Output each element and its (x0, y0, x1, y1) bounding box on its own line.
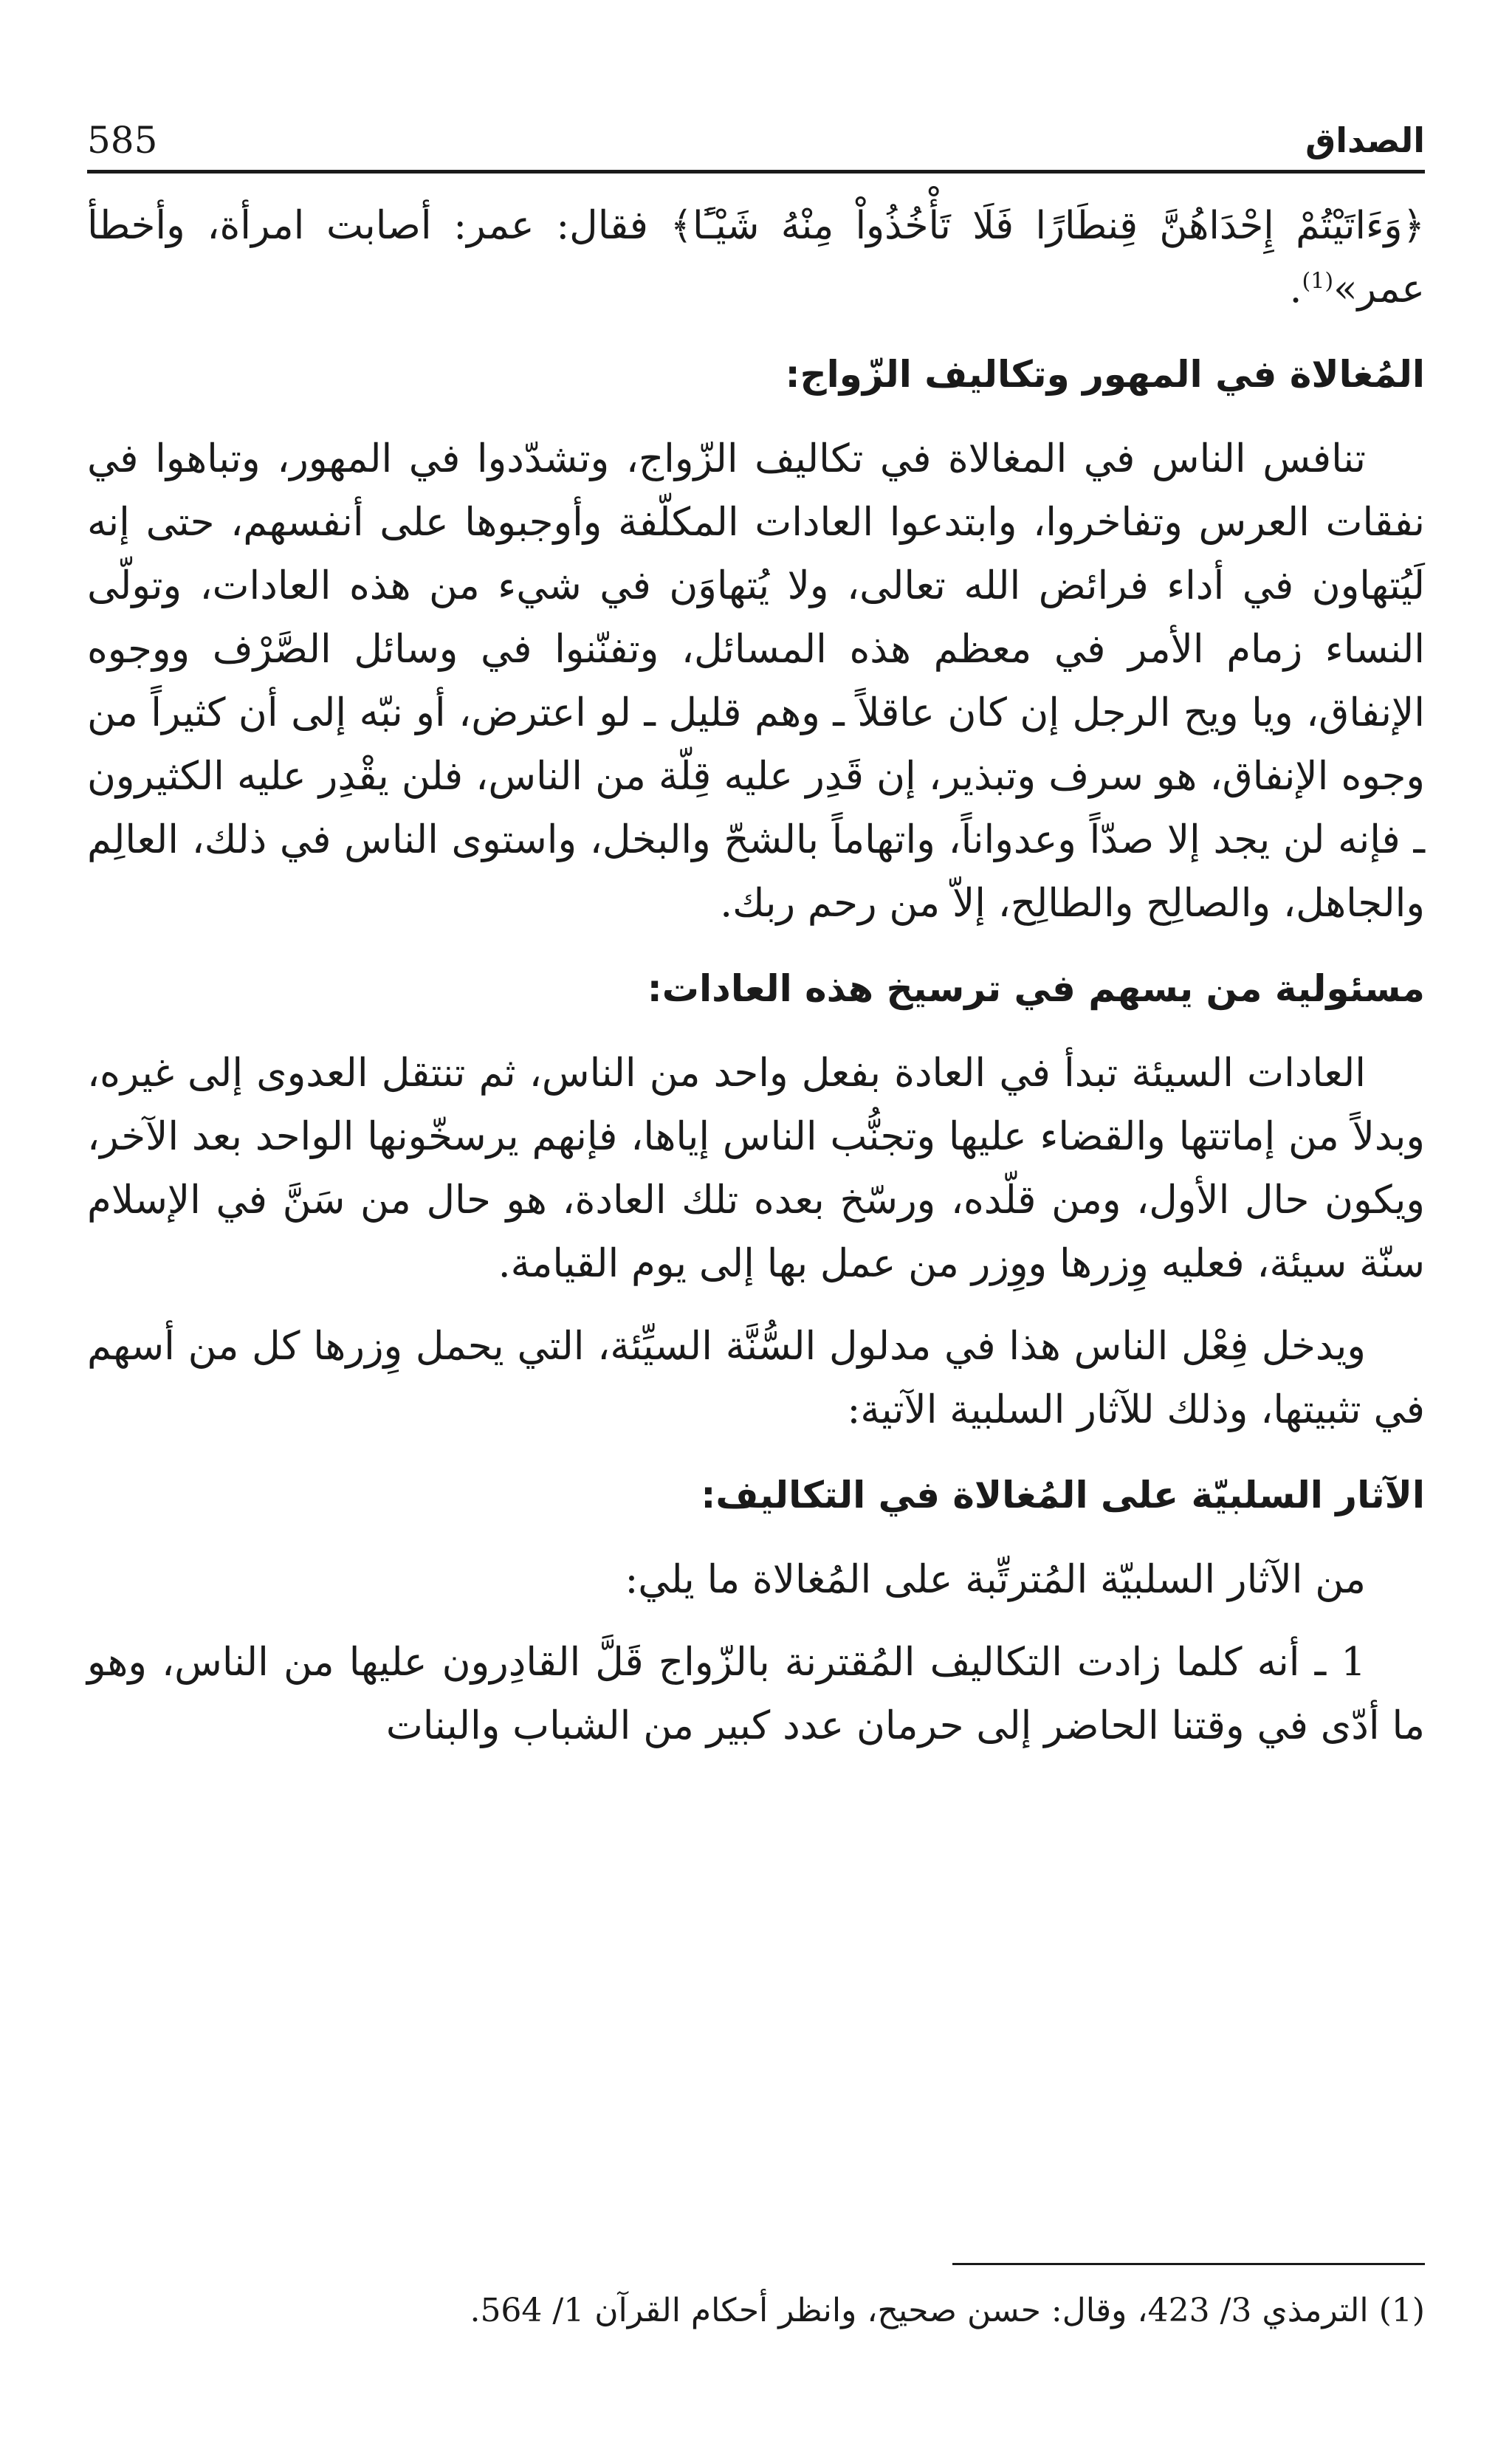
paragraph-effects-intro (87, 1548, 1425, 1612)
body-text (87, 194, 1425, 1758)
heading-overpricing-dowries (87, 343, 1425, 405)
paragraph-people-compete (87, 427, 1425, 935)
text-run: 1 ـ أنه كلما زادت التكاليف المُقترنة بالزّواج قَلَّ القادِرون عليها من الناس، وهو ما أدّى في وقتنا الحاضر إلى حرمان عدد كبير من الشباب والبنات (87, 1640, 1425, 1748)
running-head (87, 111, 1425, 174)
footnote-divider (952, 2263, 1425, 2265)
text-run: الآثار السلبيّة على المُغالاة في التكاليف: (701, 1474, 1425, 1516)
footnote (87, 2285, 1425, 2337)
footnote-marker: (1) (1378, 2292, 1425, 2329)
paragraph-bad-sunnah (87, 1315, 1425, 1442)
text-run: تنافس الناس في المغالاة في تكاليف الزّواج، وتشدّدوا في المهور، وتباهوا في نفقات العرس وتفاخروا، وابتدعوا العادات المكلّفة وأوجبوها على أنفسهم، حتى إنه لَيُتهاون في أداء فرائض الله تعالى، ولا يُتهاوَن في شيء من هذه العادات، وتولّى النساء زمام الأمر في معظم هذه المسائل، وتفنّنوا في وسائل الصَّرْف ووجوه الإنفاق، ويا ويح الرجل إن كان عاقلاً ـ وهم قليل ـ لو اعترض، أو نبّه إلى أن كثيراً من وجوه الإنفاق، هو سرف وتبذير، إن قَدِر عليه قِلّة من الناس، فلن يقْدِر عليه الكثيرون ـ فإنه لن يجد إلا صدّاً وعدواناً، واتهاماً بالشحّ والبخل، واستوى الناس في ذلك، العالِم والجاهل، والصالِح والطالِح، إلاّ من رحم ربك. (87, 436, 1425, 926)
text-run: العادات السيئة تبدأ في العادة بفعل واحد من الناس، ثم تنتقل العدوى إلى غيره، وبدلاً من إماتتها والقضاء عليها وتجنُّب الناس إياها، فإنهم يرسخّونها الواحد بعد الآخر، ويكون حال الأول، ومن قلّده، ورسّخ بعده تلك العادة، هو حال من سَنَّ في الإسلام سنّة سيئة، فعليه وِزرها ووِزر من عمل بها إلى يوم القيامة. (87, 1051, 1425, 1286)
text-run: مسئولية من يسهم في ترسيخ هذه العادات: (647, 967, 1425, 1010)
footnote-reference: (1) (1302, 268, 1334, 295)
paragraph-effect-1 (87, 1631, 1425, 1758)
paragraph-quote-continuation (87, 194, 1425, 321)
text-run: المُغالاة في المهور وتكاليف الزّواج: (785, 353, 1425, 396)
page-number: 585 (87, 119, 158, 162)
book-page (87, 111, 1425, 2400)
heading-responsibility (87, 958, 1425, 1020)
text-run: فقال: عمر: أصابت امرأة، وأخطأ عمر» (87, 203, 1425, 312)
quran-verse: ﴿وَءَاتَيْتُمْ إِحْدَاهُنَّ قِنطَارًا فَلَا تَأْخُذُواْ مِنْهُ شَيْـًٔا﴾ (670, 204, 1426, 248)
footnote-text: الترمذي 3/ 423، وقال: حسن صحيح، وانظر أحكام القرآن 1/ 564. (470, 2292, 1369, 2329)
paragraph-bad-customs (87, 1042, 1425, 1296)
text-run: ويدخل فِعْل الناس هذا في مدلول السُّنَّة السيِّئة، التي يحمل وِزرها كل من أسهم في تثبيتها، وذلك للآثار السلبية الآتية: (87, 1324, 1425, 1432)
running-title: الصداق (1305, 120, 1425, 160)
text-run: من الآثار السلبيّة المُترتِّبة على المُغالاة ما يلي: (625, 1557, 1366, 1602)
text-run: . (1289, 267, 1302, 312)
heading-negative-effects (87, 1464, 1425, 1526)
